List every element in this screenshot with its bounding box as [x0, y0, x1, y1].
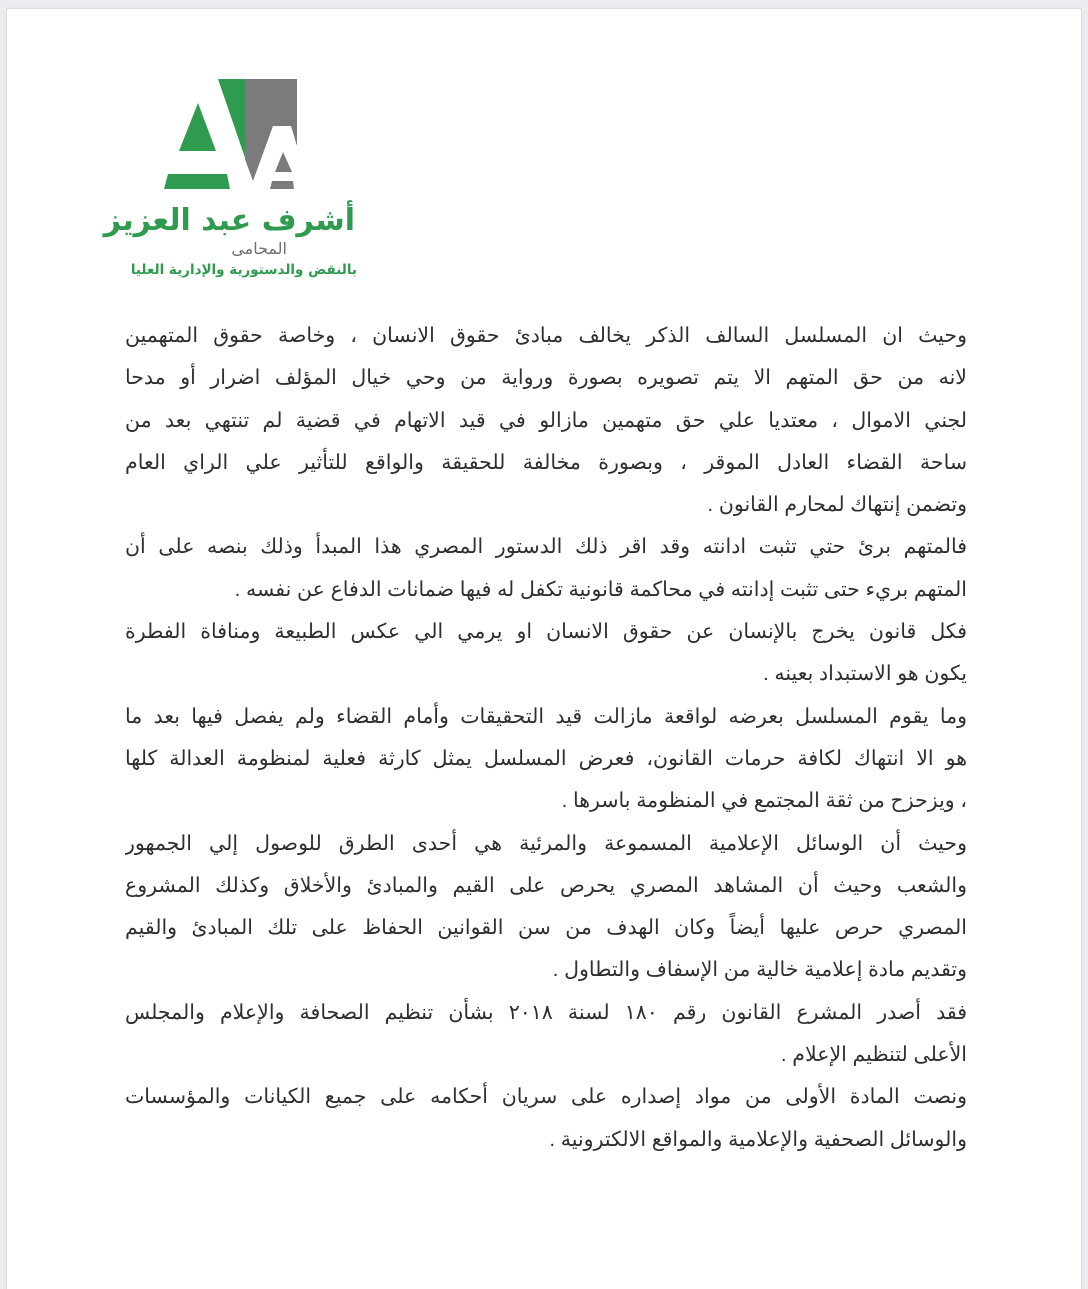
body-line: والشعب وحيث أن المشاهد المصري يحرص على القيم والمبادئ والأخلاق وكذلك المشروع	[125, 873, 967, 897]
body-line: ، ويزحزح من ثقة المجتمع في المنظومة باسرها .	[561, 789, 967, 813]
letterhead-logo	[157, 65, 307, 190]
body-line: والوسائل الصحفية والإعلامية والمواقع الالكترونية .	[549, 1127, 967, 1151]
body-line: المتهم بريء حتى تثبت إدانته في محاكمة قانونية تكفل له فيها ضمانات الدفاع عن نفسه .	[234, 577, 967, 601]
body-line: فالمتهم برئ حتي تثبت ادانته وقد اقر ذلك الدستور المصري هذا المبدأ وذلك بنصه على أن	[125, 535, 967, 559]
body-line: يكون هو الاستبداد بعينه .	[762, 662, 967, 686]
body-line: لانه من حق المتهم الا يتم تصويره بصورة ورواية من وحي خيال المؤلف اضرار أو مدحا	[125, 366, 967, 390]
document-body	[125, 315, 967, 1161]
body-line: وتقديم مادة إعلامية خالية من الإسفاف والتطاول .	[552, 958, 967, 982]
body-line: هو الا انتهاك لكافة حرمات القانون، فعرض المسلسل يمثل كارثة فعلية لمنظومة العدالة كلها	[125, 746, 967, 770]
aa-triangles-logo-icon	[157, 65, 307, 190]
body-line: المصري حرص عليها أيضاً وكان الهدف من سن القوانين الحفاظ على تلك المبادئ والقيم	[125, 916, 967, 940]
body-line: ساحة القضاء العادل الموقر ، وبصورة مخالفة للحقيقة والواقع للتأثير علي الراي العام	[125, 450, 967, 474]
body-line: وما يقوم المسلسل بعرضه لواقعة مازالت قيد التحقيقات وأمام القضاء ولم يفصل فيها بعد ما	[125, 704, 967, 728]
body-line: فكل قانون يخرج بالإنسان عن حقوق الانسان او يرمي الي عكس الطبيعة ومنافاة الفطرة	[125, 620, 967, 644]
body-line: ونصت المادة الأولى من مواد إصداره على سريان أحكامه على جميع الكيانات والمؤسسات	[125, 1085, 967, 1109]
lawyer-title: المحامى	[231, 239, 287, 258]
body-line: فقد أصدر المشرع القانون رقم ١٨٠ لسنة ٢٠١٨ بشأن تنظيم الصحافة والإعلام والمجلس	[125, 1000, 967, 1024]
body-line: وتضمن إنتهاك لمحارم القانون .	[707, 493, 967, 517]
body-line: وحيث ان المسلسل السالف الذكر يخالف مبادئ حقوق الانسان ، وخاصة حقوق المتهمين	[125, 324, 967, 347]
body-line: الأعلى لتنظيم الإعلام .	[780, 1043, 967, 1067]
lawyer-name: أشرف عبد العزيز	[103, 203, 355, 238]
document-page	[7, 9, 1081, 1289]
lawyer-courts: بالنقض والدستورية والإدارية العليا	[130, 262, 357, 278]
letterhead-text	[87, 203, 357, 281]
body-line: لجني الاموال ، معتديا علي حق متهمين مازالو في قيد الاتهام في قضية لم تنتهي بعد من	[125, 408, 967, 432]
body-line: وحيث أن الوسائل الإعلامية المسموعة والمرئية هي أحدى الطرق للوصول إلي الجمهور	[125, 831, 967, 855]
